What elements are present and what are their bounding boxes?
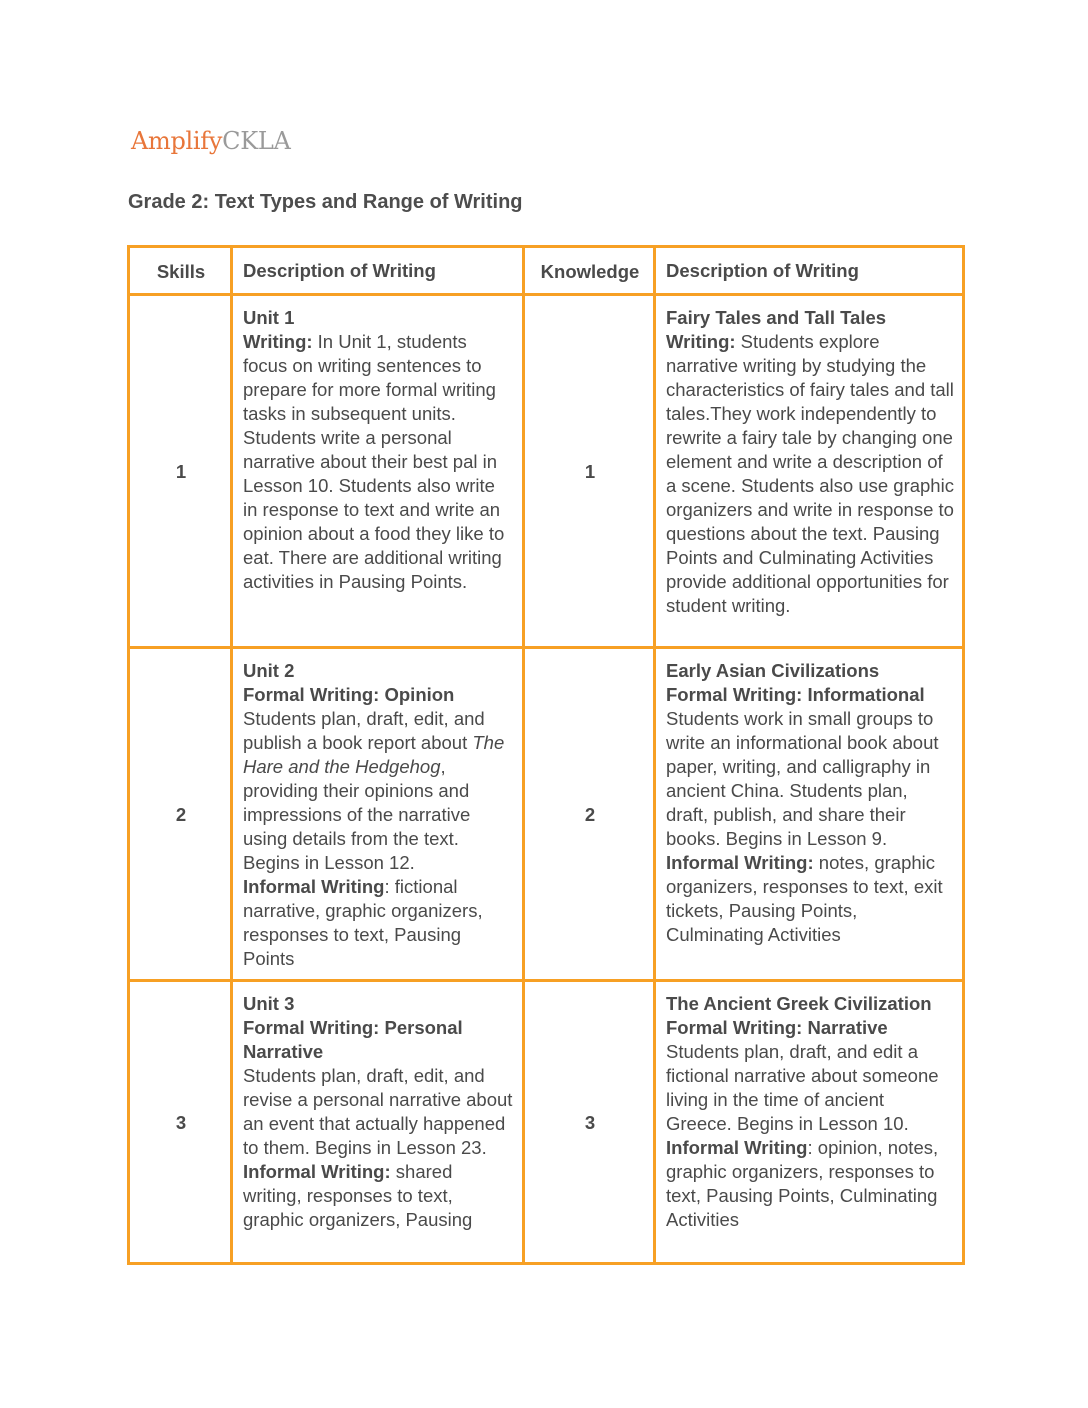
formal-writing-text: Students plan, draft, edit, and revise a personal narrative about an event that actually happened to them. Begins in Lesson 23. <box>243 1065 513 1158</box>
informal-writing-label: Informal Writing: <box>666 852 814 873</box>
page-title: Grade 2: Text Types and Range of Writing <box>128 191 523 213</box>
unit-title: Unit 1 <box>243 307 295 328</box>
informal-writing-text: notes, graphic organizers, responses to text, exit tickets, Pausing Points, Culminating Activities <box>666 852 943 945</box>
writing-label: Writing: <box>666 331 736 352</box>
informal-writing-text: shared writing, responses to text, graphic organizers, Pausing <box>243 1161 473 1230</box>
informal-writing-text: : fictional narrative, graphic organizers, responses to text, Pausing Points <box>243 876 483 969</box>
skills-description <box>232 295 524 648</box>
formal-writing-label: Formal Writing: Informational <box>666 684 925 705</box>
table-row <box>129 981 964 1264</box>
logo-product: CKLA <box>222 127 291 155</box>
writing-text: In Unit 1, students focus on writing sentences to prepare for more formal writing tasks in subsequent units. Students write a personal narrative about their best pal in Lesson 10. Students also write in response to text and write an opinion about a food they like to eat. There are additional writing activities in Pausing Points. <box>243 331 505 592</box>
formal-writing-label: Formal Writing: Personal Narrative <box>243 1017 463 1062</box>
table-row <box>129 295 964 648</box>
domain-title: Early Asian Civilizations <box>666 660 880 681</box>
header-knowledge: Knowledge <box>524 247 655 295</box>
formal-writing-text <box>243 707 514 875</box>
formal-writing-text: Students plan, draft, and edit a fictional narrative about someone living in the time of ancient Greece. Begins in Lesson 10. <box>666 1041 939 1134</box>
knowledge-number: 1 <box>524 295 655 648</box>
informal-writing-label: Informal Writing <box>243 876 385 897</box>
book-title: The Hare and the Hedgehog <box>243 732 505 777</box>
header-skills-description: Description of Writing <box>232 247 524 295</box>
writing-text: Students explore narrative writing by studying the characteristics of fairy tales and tall tales.They work independently to rewrite a fairy tale by changing one element and write a description of a scene. Students also use graphic organizers and write in response to questions about the text. Pausing Points and Culminating Activities provide additional opportunities for student writing. <box>666 331 954 616</box>
formal-writing-text: Students work in small groups to write an informational book about paper, writing, and calligraphy in ancient China. Students plan, draft, publish, and share their books. Begins in Lesson 9. <box>666 708 939 849</box>
formal-text-part: Students plan, draft, edit, and publish a book report about <box>243 708 485 753</box>
formal-writing-label: Formal Writing: Narrative <box>666 1017 888 1038</box>
informal-writing-text: : opinion, notes, graphic organizers, responses to text, Pausing Points, Culminating Activities <box>666 1137 939 1230</box>
skills-description <box>232 981 524 1264</box>
knowledge-description <box>655 295 964 648</box>
logo-brand: Amplify <box>131 127 223 155</box>
unit-title: Unit 2 <box>243 660 295 681</box>
knowledge-number: 3 <box>524 981 655 1264</box>
writing-range-table <box>127 245 965 1265</box>
skills-number: 3 <box>129 981 232 1264</box>
amplify-ckla-logo <box>131 126 291 157</box>
knowledge-description <box>655 981 964 1264</box>
skills-number: 1 <box>129 295 232 648</box>
domain-title: Fairy Tales and Tall Tales <box>666 307 887 328</box>
formal-text-part: , providing their opinions and impressions of the narrative using details from the text. Begins in Lesson 12. <box>243 756 471 873</box>
table-row <box>129 648 964 981</box>
formal-writing-label: Formal Writing: Opinion <box>243 684 455 705</box>
knowledge-number: 2 <box>524 648 655 981</box>
informal-writing-label: Informal Writing <box>666 1137 808 1158</box>
informal-writing-label: Informal Writing: <box>243 1161 391 1182</box>
header-skills: Skills <box>129 247 232 295</box>
skills-description <box>232 648 524 981</box>
skills-number: 2 <box>129 648 232 981</box>
knowledge-description <box>655 648 964 981</box>
table-header-row <box>129 247 964 295</box>
writing-label: Writing: <box>243 331 313 352</box>
header-knowledge-description: Description of Writing <box>655 247 964 295</box>
unit-title: Unit 3 <box>243 993 295 1014</box>
domain-title: The Ancient Greek Civilization <box>666 993 932 1014</box>
